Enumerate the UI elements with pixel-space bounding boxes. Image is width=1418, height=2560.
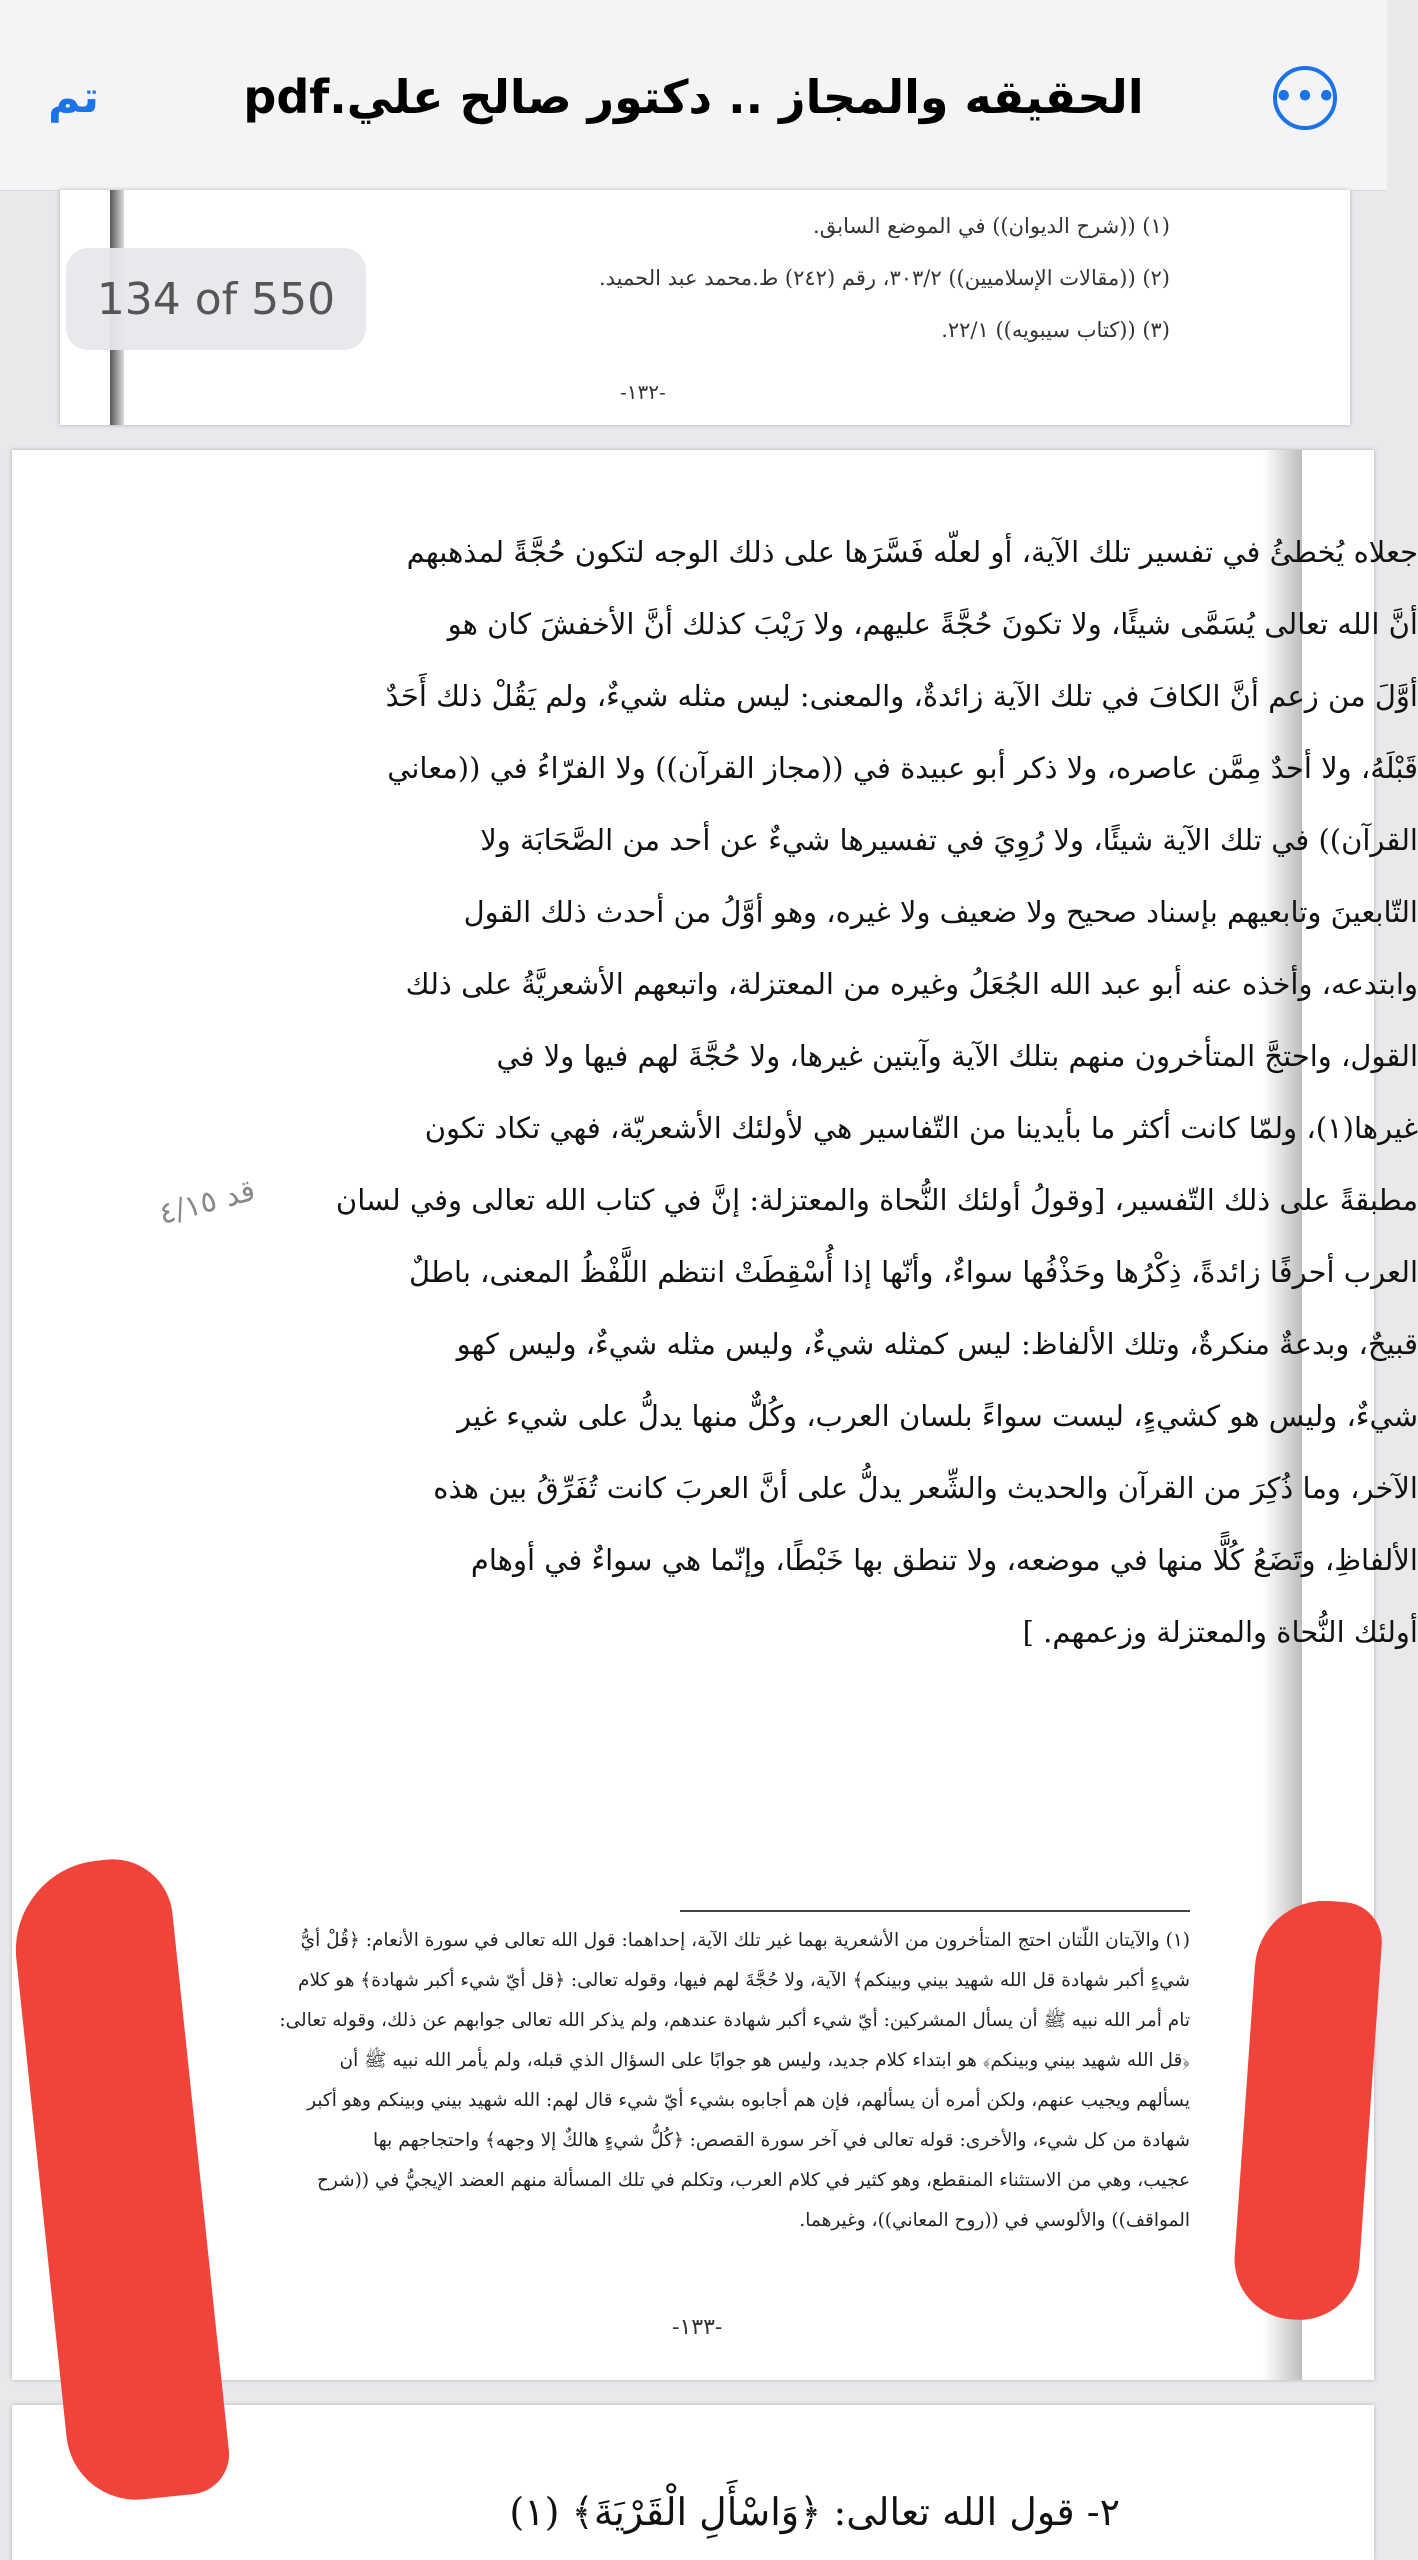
text-line: القرآن)) في تلك الآية شيئًا، ولا رُوِيَ في تفسيرها شيءٌ عن أحد من الصَّحَابَة ولا — [480, 823, 1418, 857]
text-line: جعلاه يُخطئُ في تفسير تلك الآية، أو لعلّه فَسَّرَها على ذلك الوجه لتكون حُجَّةً لمذهبهم — [406, 535, 1418, 569]
ellipsis-icon: ••• — [1273, 77, 1337, 118]
text-line: شيءٌ، وليس هو كشيءٍ، ليست سواءً بلسان العرب، وكُلٌّ منها يدلُّ على شيء غير — [457, 1399, 1418, 1433]
footnote-line: المواقف)) والألوسي في ((روح المعاني))، وغيرهما. — [799, 2210, 1190, 2231]
footnote: (٣) ((كتاب سيبويه)) ٢٢/١. — [941, 318, 1170, 342]
text-line: أولئك النُّحاة والمعتزلة وزعمهم. ] — [1022, 1615, 1418, 1649]
footnote-line: يسألهم ويجيب عنهم، ولكن أمره أن يسألهم، فإن هم أجابوه بشيء أيّ شيء قال لهم: الله شهيد بيني وبينكم وهو أكبر — [307, 2090, 1190, 2111]
top-bar — [0, 0, 1387, 191]
text-line: أنَّ الله تعالى يُسَمَّى شيئًا، ولا تكونَ حُجَّةً عليهم، ولا رَيْبَ كذلك أنَّ الأخفشَ كان هو — [447, 607, 1418, 641]
section-heading: ٢- قول الله تعالى: ﴿وَاسْأَلِ الْقَرْيَةَ﴾ (١) — [509, 2490, 1120, 2534]
text-line: أوَّلَ من زعم أنَّ الكافَ في تلك الآية زائدةٌ، والمعنى: ليس مثله شيءٌ، ولم يَقُلْ ذلك أَحَدٌ — [385, 679, 1418, 713]
text-line: القول، واحتجَّ المتأخرون منهم بتلك الآية وآيتين غيرها، ولا حُجَّةَ لهم فيها ولا في — [496, 1039, 1418, 1073]
handwritten-margin-note: قد ٤/١٥ — [155, 1172, 259, 1233]
footnote-line: ﴿قل الله شهيد بيني وبينكم﴾ هو ابتداء كلام جديد، وليس هو جوابًا على السؤال الذي قبله، ولم يأمر الله نبيه ﷺ أن — [339, 2050, 1190, 2071]
footnote-line: عجيب، وهي من الاستثناء المنقطع، وهو كثير في كلام العرب، وتكلم في تلك المسألة منهم العضد الإيجيُّ في ((شرح — [317, 2170, 1190, 2191]
text-line: العرب أحرفًا زائدةً، ذِكْرُها وحَذْفُها سواءٌ، وأنّها إذا أُسْقِطَتْ انتظم اللَّفْظُ المعنى، باطلٌ — [409, 1255, 1418, 1289]
text-line: غيرها(١)، ولمّا كانت أكثر ما بأيدينا من التّفاسير هي لأولئك الأشعريّة، فهي تكاد تكون — [424, 1111, 1418, 1145]
footnote-line: (١) والآيتان اللّتان احتج المتأخرون من الأشعرية بهما غير تلك الآية، إحداهما: قول الله تعالى في سورة الأنعام: ﴿قُلْ أيُّ — [300, 1930, 1190, 1951]
document-title: الحقيقه والمجاز .. دكتور صالح علي.pdf — [243, 70, 1144, 124]
text-line: التّابعينَ وتابعيهم بإسناد صحيح ولا ضعيف ولا غيره، وهو أوَّلُ من أحدث ذلك القول — [463, 895, 1418, 929]
text-line: الآخر، وما ذُكِرَ من القرآن والحديث والشِّعر يدلُّ على أنَّ العربَ كانت تُفَرِّقُ بين هذه — [433, 1471, 1418, 1505]
footnote-line: شهادة من كل شيء، والأخرى: قوله تعالى في آخر سورة القصص: ﴿كُلُّ شيءٍ هالكٌ إلا وجهه﴾ واحتجاجهم بها — [373, 2130, 1190, 2151]
page-indicator: 134 of 550 — [66, 248, 366, 350]
previous-page-footnotes — [370, 200, 1170, 356]
more-options-button[interactable] — [1273, 66, 1337, 130]
page-number: -١٣٢- — [620, 380, 666, 404]
text-line: وابتدعه، وأخذه عنه أبو عبد الله الجُعَلُ وغيره من المعتزلة، واتبعهم الأشعريَّةُ على ذلك — [405, 967, 1418, 1001]
footnote: (٢) ((مقالات الإسلاميين)) ٣٠٣/٢، رقم (٢٤٢) ط.محمد عبد الحميد. — [598, 266, 1170, 290]
text-line: الألفاظِ، وتَضَعُ كُلًّا منها في موضعه، ولا تنطق بها خَبْطًا، وإنّما هي سواءٌ في أوهام — [470, 1543, 1418, 1577]
text-line: قبيحٌ، وبدعةٌ منكرةٌ، وتلك الألفاظ: ليس كمثله شيءٌ، وليس مثله شيءٌ، وليس كهو — [456, 1327, 1418, 1361]
footnote: (١) ((شرح الديوان)) في الموضع السابق. — [813, 214, 1170, 238]
text-line: قَبْلَهُ، ولا أحدٌ مِمَّن عاصره، ولا ذكر أبو عبيدة في ((مجاز القرآن)) ولا الفرّاءُ في ((معاني — [387, 751, 1418, 785]
footnote-line: شيءٍ أكبر شهادة قل الله شهيد بيني وبينكم﴾ الآية، ولا حُجَّةَ لهم فيها، وقوله تعالى: ﴿قل أيّ شيء أكبر شهادة﴾ هو كلام — [298, 1970, 1190, 1991]
footnote-divider — [680, 1910, 1190, 1912]
done-button[interactable]: تم — [48, 72, 100, 123]
page-number: -١٣٣- — [672, 2315, 723, 2340]
text-line: مطبقةً على ذلك التّفسير، [وقولُ أولئك النُّحاة والمعتزلة: إنَّ في كتاب الله تعالى وفي لسان — [335, 1183, 1418, 1217]
footnote-line: تام أمر الله نبيه ﷺ أن يسأل المشركين: أيّ شيء أكبر شهادة عندهم، ولم يذكر الله تعالى جوابهم عن ذلك، وقوله تعالى: — [279, 2010, 1190, 2031]
